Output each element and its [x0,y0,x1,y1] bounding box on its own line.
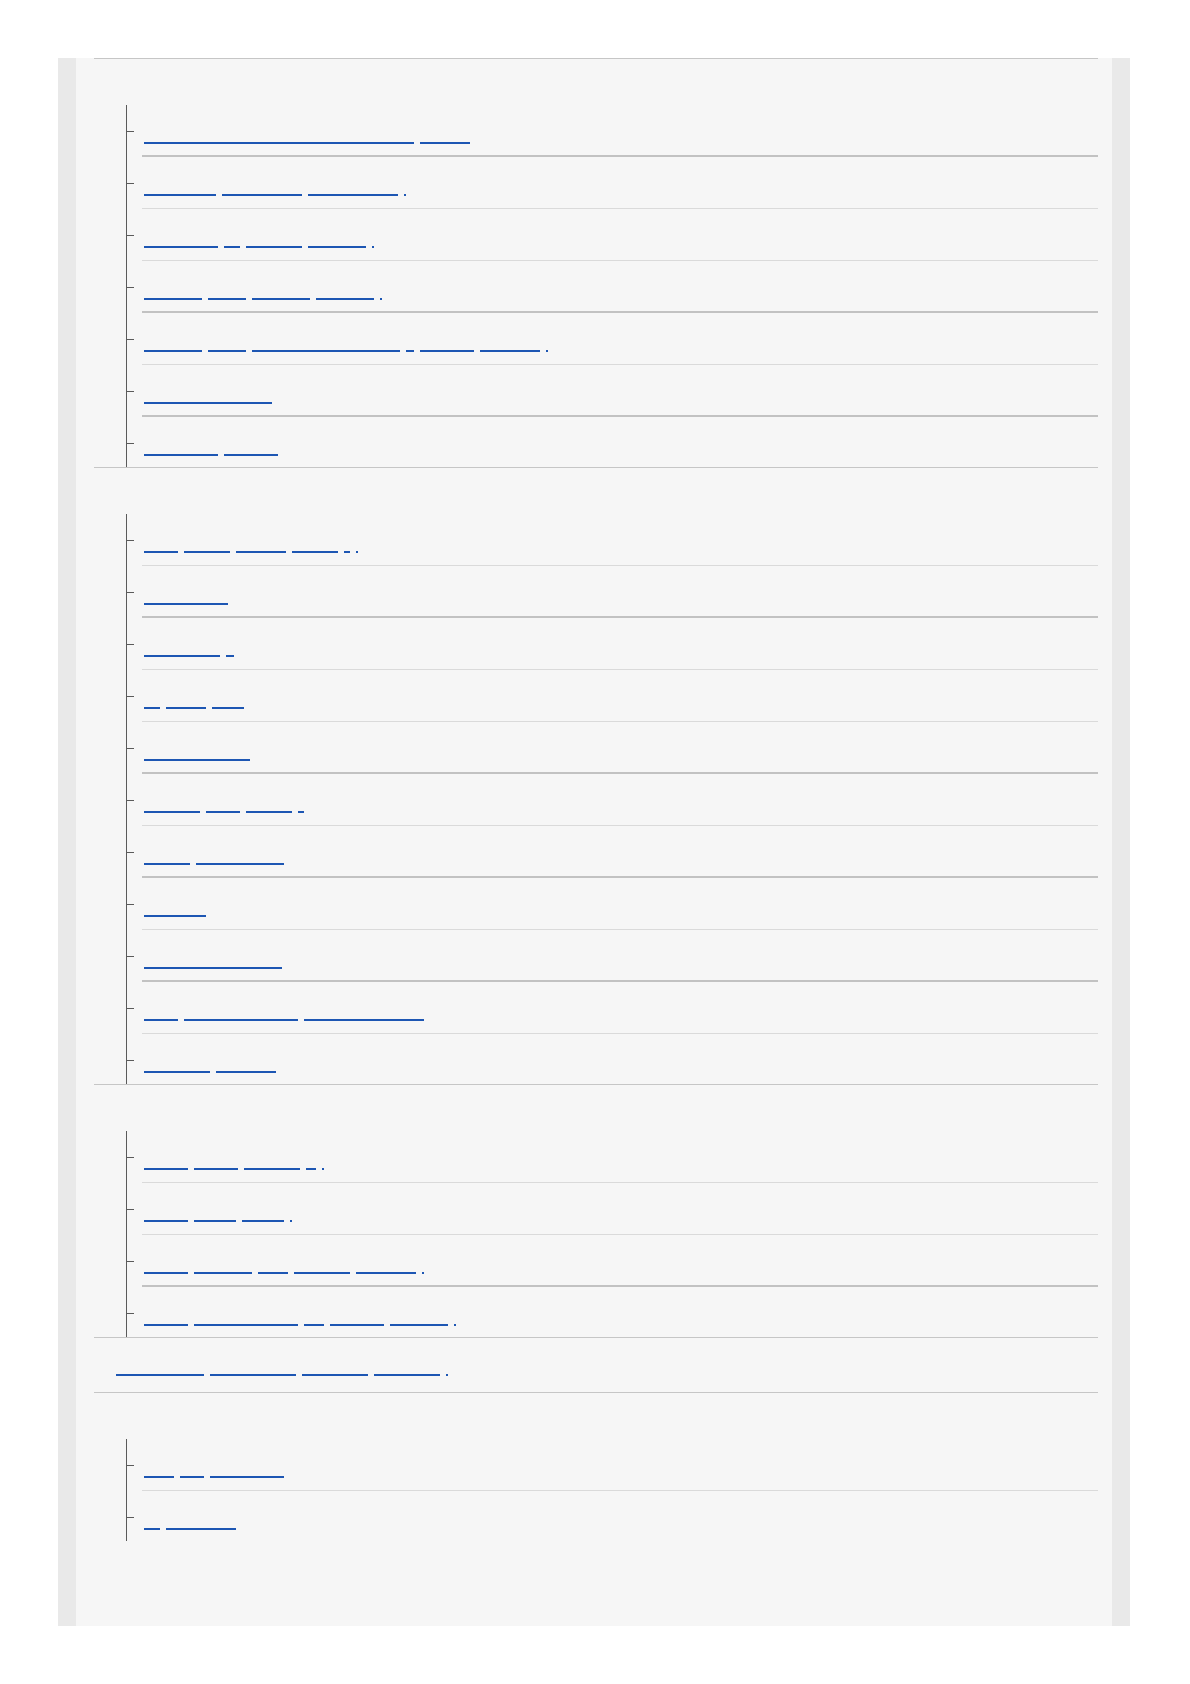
tree-connector-tick [126,1261,134,1262]
toc-subitem-link[interactable] [144,120,470,144]
link-underline-segment [244,1168,300,1170]
link-underline-segment [144,655,220,657]
link-underline-segment [144,811,200,813]
toc-subitem-label [144,224,145,225]
toc-subitem [126,1439,1098,1491]
toc-subitem [126,514,1098,566]
link-underline-segment [210,1476,284,1478]
toc-subitem [126,365,1098,417]
toc-subitem-label [144,276,145,277]
link-underline-segment [208,350,246,352]
toc-section-5 [94,1393,1098,1541]
toc-subitem-link[interactable] [144,380,272,404]
link-underline-segment [166,707,206,709]
toc-subitem-label [144,529,145,530]
link-underline-segment [246,811,292,813]
tree-connector-tick [126,443,134,444]
tree-connector-tick [126,592,134,593]
link-underline-segment [144,1324,188,1326]
toc-subitem [126,157,1098,209]
link-underline-segment [208,298,246,300]
link-underline-segment [298,811,304,813]
toc-subitem-label [144,380,145,381]
toc-subitem [126,930,1098,982]
toc-subitem-link[interactable] [144,172,406,196]
link-underline-segment [210,1374,296,1376]
tree-connector-tick [126,956,134,957]
toc-subitem [126,417,1098,467]
link-underline-segment [144,1272,188,1274]
link-underline-segment [226,655,234,657]
toc-section-3 [94,1085,1098,1337]
toc-subitem-link[interactable] [144,997,424,1021]
toc-subitem [126,722,1098,774]
link-underline-segment [144,454,218,456]
link-underline-segment [184,1019,298,1021]
link-underline-segment [406,350,414,352]
toc-subitem-label [144,1454,145,1455]
link-underline-segment [180,1476,204,1478]
tree-connector-tick [126,1313,134,1314]
link-underline-segment [224,246,240,248]
toc-subitem-label [144,997,145,998]
tree-connector-tick [126,183,134,184]
toc-subitem-link[interactable] [144,1049,276,1073]
link-underline-segment [116,1374,204,1376]
toc-subitem-link[interactable] [144,1250,424,1274]
link-underline-segment [356,1272,416,1274]
right-margin-band [1112,58,1130,1626]
link-trailing-dot [322,1168,324,1170]
toc-subitem [126,209,1098,261]
link-underline-segment [294,1272,350,1274]
toc-subitem-label [144,841,145,842]
link-underline-segment [144,350,202,352]
toc-subitem [126,982,1098,1034]
tree-connector-tick [126,748,134,749]
link-trailing-dot [290,1220,292,1222]
link-underline-segment [144,194,216,196]
tree-connector-tick [126,800,134,801]
link-underline-segment [216,1071,276,1073]
toc-subitem-label [144,1198,145,1199]
link-underline-segment [144,1071,210,1073]
tree-connector-tick [126,391,134,392]
toc-subitem [126,1183,1098,1235]
toc-subitem-link[interactable] [144,1302,456,1326]
toc-subitem-label [144,1506,145,1507]
toc-subitem [126,774,1098,826]
link-underline-segment [258,1272,288,1274]
toc-subitem [126,1235,1098,1287]
link-underline-segment [144,1476,174,1478]
link-underline-segment [144,1168,188,1170]
tree-connector-tick [126,904,134,905]
link-trailing-dot [454,1324,456,1326]
toc-subitem-link[interactable] [144,945,282,969]
toc-subitem [126,878,1098,930]
toc-subitem [126,670,1098,722]
toc-subitem-label [144,633,145,634]
link-underline-segment [344,551,350,553]
link-underline-segment [144,1528,160,1530]
toc-subitem-label [144,1302,145,1303]
toc-subitem-label [144,1049,145,1050]
tree-connector-tick [126,1008,134,1009]
link-underline-segment [420,142,470,144]
toc-section-1 [94,59,1098,467]
link-underline-segment [252,350,400,352]
toc-subitem-group [126,514,1098,1084]
section-heading-area [94,468,1098,514]
tree-connector-tick [126,339,134,340]
tree-connector-tick [126,1465,134,1466]
link-underline-segment [308,246,366,248]
link-underline-segment [252,298,310,300]
tree-connector-tick [126,1157,134,1158]
toc-subitem-group [126,1439,1098,1541]
toc-subitem-link[interactable] [144,893,206,917]
link-trailing-dot [356,551,358,553]
toc-subitem-group [126,105,1098,467]
link-underline-segment [144,603,228,605]
toc-subitem [126,826,1098,878]
tree-connector-tick [126,644,134,645]
toc-subitem-link[interactable] [144,276,382,300]
link-underline-segment [144,759,250,761]
link-underline-segment [194,1220,236,1222]
toc-subitem [126,618,1098,670]
link-underline-segment [144,298,202,300]
toc-subitem-link[interactable] [144,685,244,709]
toc-subitem-link[interactable] [144,1506,236,1530]
link-trailing-dot [422,1272,424,1274]
section-heading-area [94,1085,1098,1131]
toc-subitem [126,261,1098,313]
link-underline-segment [292,551,338,553]
link-underline-segment [316,298,374,300]
toc-subitem-label [144,120,145,121]
toc-subitem-label [144,1146,145,1147]
link-underline-segment [144,246,218,248]
section-heading-area [94,1393,1098,1439]
toc-subitem-label [144,328,145,329]
toc-subitem-label [144,432,145,433]
toc-subitem [126,1034,1098,1084]
tree-connector-tick [126,540,134,541]
link-underline-segment [306,1168,316,1170]
link-underline-segment [246,246,302,248]
toc-subitem-link[interactable] [144,224,374,248]
link-trailing-dot [404,194,406,196]
link-underline-segment [302,1374,368,1376]
link-underline-segment [184,551,230,553]
link-underline-segment [304,1324,324,1326]
link-underline-segment [144,1220,188,1222]
link-underline-segment [222,194,302,196]
link-trailing-dot [546,350,548,352]
link-underline-segment [390,1324,448,1326]
link-underline-segment [144,142,414,144]
link-underline-segment [242,1220,284,1222]
toc-subitem-label [144,1250,145,1251]
link-underline-segment [304,1019,424,1021]
link-underline-segment [330,1324,384,1326]
link-underline-segment [144,967,282,969]
toc-subitem-link[interactable] [144,328,548,352]
link-underline-segment [374,1374,440,1376]
toc-subitem [126,566,1098,618]
toc-subitem-link[interactable] [144,789,304,813]
link-underline-segment [166,1528,236,1530]
tree-connector-tick [126,1209,134,1210]
tree-connector-tick [126,1060,134,1061]
toc-subitem-label [144,737,145,738]
tree-connector-tick [126,131,134,132]
left-margin-band [58,58,76,1626]
link-underline-segment [196,863,284,865]
toc-subitem-link[interactable] [144,1198,292,1222]
toc-subitem-link[interactable] [144,841,284,865]
link-underline-segment [236,551,286,553]
tree-connector-tick [126,696,134,697]
toc-subitem-label [144,685,145,686]
tree-connector-tick [126,235,134,236]
link-underline-segment [144,707,160,709]
link-underline-segment [144,402,272,404]
toc-top-level-link[interactable] [116,1352,448,1376]
link-underline-segment [144,551,178,553]
link-underline-segment [480,350,540,352]
toc-top-level-item [94,1338,1098,1392]
link-underline-segment [308,194,398,196]
tree-connector-tick [126,1517,134,1518]
table-of-contents [94,58,1098,1541]
toc-subitem [126,105,1098,157]
section-heading-area [94,59,1098,105]
toc-subitem [126,1491,1098,1541]
link-trailing-dot [372,246,374,248]
link-trailing-dot [380,298,382,300]
toc-subitem-label [144,893,145,894]
toc-subitem-link[interactable] [144,633,234,657]
toc-section-2 [94,468,1098,1084]
link-underline-segment [194,1168,238,1170]
toc-subitem-link[interactable] [144,1146,324,1170]
link-underline-segment [212,707,244,709]
toc-subitem [126,1131,1098,1183]
link-underline-segment [194,1324,298,1326]
tree-connector-tick [126,287,134,288]
toc-subitem [126,1287,1098,1337]
toc-section-4 [94,1338,1098,1392]
toc-subitem-label [144,945,145,946]
link-underline-segment [144,863,190,865]
toc-subitem-link[interactable] [144,432,278,456]
toc-subitem-label [144,172,145,173]
link-underline-segment [144,915,206,917]
link-underline-segment [224,454,278,456]
link-underline-segment [206,811,240,813]
toc-subitem-link[interactable] [144,529,358,553]
toc-subitem-link[interactable] [144,737,250,761]
link-underline-segment [194,1272,252,1274]
link-underline-segment [420,350,474,352]
toc-subitem-group [126,1131,1098,1337]
link-trailing-dot [446,1374,448,1376]
link-underline-segment [144,1019,178,1021]
toc-subitem-label [144,789,145,790]
toc-subitem-label [144,581,145,582]
tree-connector-tick [126,852,134,853]
toc-subitem [126,313,1098,365]
toc-subitem-link[interactable] [144,581,228,605]
toc-subitem-link[interactable] [144,1454,284,1478]
